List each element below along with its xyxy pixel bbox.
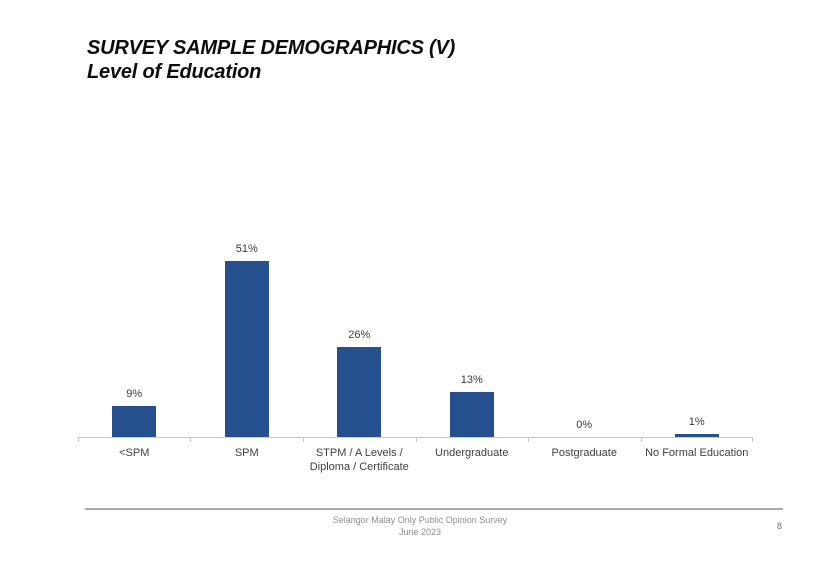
bar-cell [528,238,641,437]
bar [112,406,156,437]
axis-tick [641,437,642,442]
footer-divider [85,508,783,510]
plot-area [78,238,753,438]
bar-value-label: 51% [235,243,258,255]
page-number: 8 [776,521,782,531]
slide-title: SURVEY SAMPLE DEMOGRAPHICS (V) [87,37,456,59]
bar-value-label: 9% [126,388,143,400]
bar [337,347,381,437]
bar-cell [303,238,416,437]
bar-cell [191,238,304,437]
title-block [87,36,455,84]
bar [450,392,494,437]
axis-tick [528,437,529,442]
axis-tick [752,437,753,442]
category-label: <SPM [119,447,150,459]
bar [675,434,719,437]
axis-tick [190,437,191,442]
bar-value-label: 26% [348,329,371,341]
footer-text [0,514,840,538]
bar [225,261,269,437]
slide-subtitle: Level of Education [87,61,262,83]
bar-cell [78,238,191,437]
axis-tick [416,437,417,442]
category-label: Undergraduate [435,447,509,459]
category-label: STPM / A Levels / Diploma / Certificate [309,447,409,473]
axis-tick [78,437,79,442]
footer-date: June 2023 [398,527,442,537]
category-label: Postgraduate [551,447,617,459]
bar-cell [416,238,529,437]
bar-value-label: 0% [576,419,593,431]
category-axis [78,446,753,474]
footer-survey-name: Selangor Malay Only Public Opinion Survey [332,515,508,525]
axis-tick [303,437,304,442]
bar-cell [641,238,754,437]
bar-value-label: 1% [688,416,705,428]
bar-value-label: 13% [460,374,483,386]
category-label: SPM [234,447,259,459]
category-label: No Formal Education [645,447,749,459]
